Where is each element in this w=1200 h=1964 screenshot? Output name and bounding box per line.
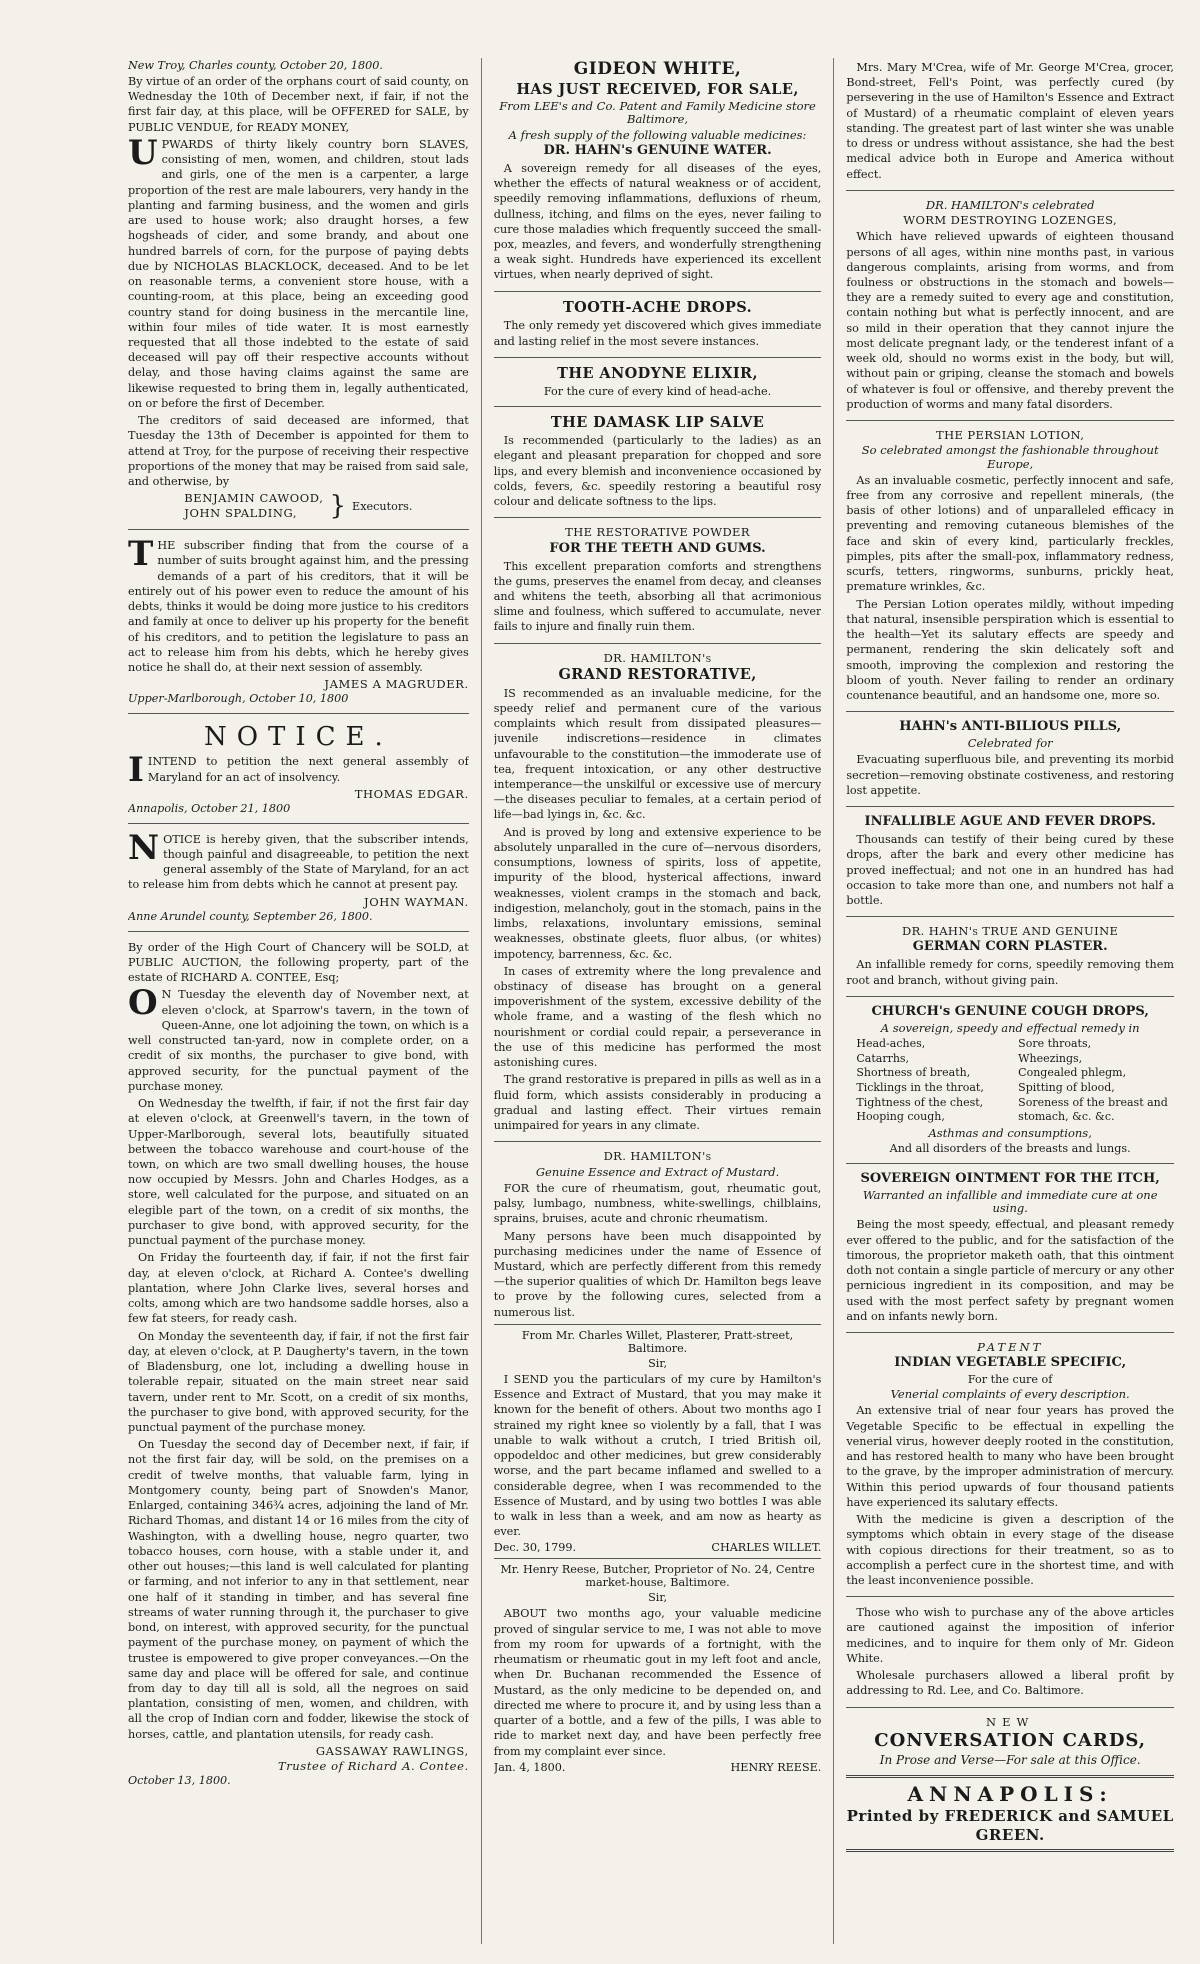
chancery-auction-ad [128,931,469,1787]
ad-subheading: A fresh supply of the following valuable medicines: [508,127,807,142]
cards-pre: NEW [986,1714,1035,1729]
anodyne-elixir-ad [494,357,822,398]
closing-text: Those who wish to purchase any of the above articles are cautioned against the imposition of inferior medicines, and to inquire for them only of Mr. Gideon White. [846,1606,1174,1665]
product-subtitle: FOR THE TEETH AND GUMS. [549,540,766,556]
product-description: Being the most speedy, effectual, and pleasant remedy ever offered to the public, and for the satisfaction of the timorous, the proprietor maketh oath, that this ointment doth not contain a single particle of mercury or any other pernicious ingredient in its composition, and may be used with the most perfect safety by pregnant women and on infants newly born. [846,1218,1174,1323]
product-description: The grand restorative is prepared in pills as well as in a fluid form, which assists considerably in producing a gradual and lasting effect. Their virtues remain unimpaired for years in any climate. [493,1073,822,1133]
product-description: IS recommended as an invaluable medicine, for the speedy relief and permanent cure of the various complaints which result from dissipated pleasures—juvenile indiscretions—residence in climates unfavourable to the constitution—the immoderate use of tea, frequent intoxication, or any other destructive intemperance—the unskilful or excessive use of mercury—the diseases peculiar to females, at a certain period of life—bad lyings in, &c. &c. [493,686,822,822]
ad-dateline: Anne Arundel county, September 26, 1800. [128,909,373,923]
closing-notice [846,1596,1174,1698]
insolvency-notice-magruder [128,529,469,705]
itch-ointment-ad [846,1163,1174,1324]
product-title: DR. HAMILTON's celebrated [925,197,1095,212]
product-subtitle: A sovereign, speedy and effectual remedy in [880,1020,1140,1035]
divider [846,1775,1174,1778]
divider [846,1849,1174,1852]
product-title: HAHN's ANTI-BILIOUS PILLS, [899,719,1122,735]
cough-drops-ad [846,996,1174,1155]
testimonial-date: Dec. 30, 1799. [493,1541,577,1555]
testimonial-signature-line [494,1541,822,1554]
product-title: DR. HAMILTON's [603,1149,712,1164]
ailment-item: Soreness of the breast and [1018,1095,1168,1109]
brace-glyph: } [329,491,347,522]
product-title: CHURCH's GENUINE COUGH DROPS, [871,1003,1149,1019]
ailment-tail: Asthmas and consumptions, [928,1125,1092,1140]
worm-lozenges-ad [846,190,1174,412]
testimonial-date: Jan. 4, 1800. [493,1760,566,1774]
estate-sale-ad [128,59,469,521]
ad-signature: THOMAS EDGAR. [354,786,469,801]
imprint-line: Printed by FREDERICK and SAMUEL [846,1807,1174,1826]
product-description: This excellent preparation comforts and strengthens the gums, preserves the enamel from decay, and cleanses and whitens the teeth, absorbing all that acrimonious slime and foulness, which suffered to accumulate, never fails to injure and finally ruin them. [493,559,822,634]
vegetable-specific-ad [846,1332,1174,1588]
ad-signature: JAMES A MAGRUDER. [324,677,469,692]
testimonial-signature: CHARLES WILLET. [711,1541,822,1555]
ad-body: IINTEND to petition the next general assembly of Maryland for an act of insolvency. [128,750,469,791]
essence-of-mustard-ad [494,1141,822,1773]
executors-signature [128,491,469,521]
ad-subheading: From LEE's and Co. Patent and Family Medicine store Baltimore, [499,99,816,127]
product-description: The Persian Lotion operates mildly, without impeding that natural, insensible perspiration which is essential to the health—Yet its salutary effects are speedy and permanent, rendering the skin delicately soft and smooth, improving the complexion and restoring the bloom of youth. Never failing to render an ordinary countenance beautiful, and an handsome one, more so. [846,597,1174,703]
cards-title: CONVERSATION CARDS, [874,1729,1147,1751]
executors-label: Executors. [352,499,413,513]
product-subtitle: Celebrated for [967,736,1053,751]
corn-plaster-ad [846,916,1174,988]
ailment-tail: And all disorders of the breasts and lungs. [889,1142,1131,1156]
product-title: THE DAMASK LIP SALVE [550,413,765,431]
product-subtitle: For the cure of every kind of head-ache. [543,384,772,398]
product-title: THE RESTORATIVE POWDER [565,525,750,540]
testimonial-body: ABOUT two months ago, your valuable medicine proved of singular service to me, I was not able to move from my room for upwards of a fortnight, with the rheumatism or rheumatic gout in my left foot and ancle, when Dr. Buchanan recommended the Essence of Mustard, as the only medicine to be depended on, and directed me where to procure it, and by using less than a quarter of a bottle, and a few of the pills, I was able to ride to market next day, and have been perfectly free from my complaint ever since. [493,1607,822,1758]
column-right [846,58,1174,1944]
product-description: Evacuating superfluous bile, and preventing its morbid secretion—removing obstinate costiveness, and restoring lost appetite. [846,753,1174,797]
ad-body: On Friday the fourteenth day, if fair, if not the first fair day, at eleven o'clock, at Richard A. Contee's dwelling plantation, where John Clarke lives, several horses and colts, among which are two handsome saddle horses, also a few fat steers, for ready cash. [128,1251,469,1326]
divider [494,1324,822,1325]
product-title: INFALLIBLE AGUE AND FEVER DROPS. [864,814,1156,830]
closing-text: Wholesale purchasers allowed a liberal profit by addressing to Rd. Lee, and Co. Baltimore. [846,1669,1174,1698]
product-title: THE ANODYNE ELIXIR, [557,364,758,382]
ad-dateline: October 13, 1800. [128,1773,231,1787]
executor-name: JOHN SPALDING, [184,506,298,521]
product-description: An extensive trial of near four years has proved the Vegetable Specific to be effectual in expelling the venerial virus, however deeply rooted in the constitution, and has restored health to many who have been brought to the grave, by the improper administration of mercury. Within this period upwards of four thousand patients have experienced its salutary effects. [846,1404,1174,1509]
ad-dateline: New Troy, Charles county, October 20, 1800. [128,59,383,72]
ailment-item: Ticklings in the throat, [856,1080,984,1094]
ailment-item: Tightness of the chest, [856,1095,984,1109]
conversation-cards-ad [846,1707,1174,1768]
product-title: THE PERSIAN LOTION, [936,428,1085,443]
divider [494,1558,822,1559]
testimonial-body: I SEND you the particulars of my cure by Hamilton's Essence and Extract of Mustard, that you may make it known for the benefit of others. About two months ago I strained my right knee so violently by a fall, that I was unable to walk without a crutch, I tried British oil, oppodeldoc and other medicines, but grew considerably worse, and the part became inflamed and swelled to a considerable degree, when I was recommended to the Essence of Mustard, and by using two bottles I was able to walk in less than a week, and am now as hearty as ever. [493,1372,822,1539]
testimonial-salutation: Sir, [648,1356,667,1370]
testimonial-from: Mr. Henry Reese, Butcher, Proprietor of No. 24, Centre market-house, Baltimore. [500,1563,815,1590]
product-description: Many persons have been much disappointed by purchasing medicines under the name of Essence of Mustard, which are perfectly different from this remedy—the superior qualities of which Dr. Hamilton begs leave to prove by the following cures, selected from a numerous list. [493,1229,822,1319]
ad-body: ON Tuesday the eleventh day of November next, at eleven o'clock, at Sparrow's tavern, in the town of Queen-Anne, one lot adjoining the town, on which is a well constructed tan-yard, now in complete order, on a credit of six months, the purchaser to give bond, with approved security, for the punctual payment of the purchase money. [128,983,469,1093]
product-title: DR. HAHN's GENUINE WATER. [543,142,772,158]
ailment-item: stomach, &c. &c. [1018,1110,1115,1124]
ad-body: On Wednesday the twelfth, if fair, if not the first fair day at eleven o'clock, at Greenwell's tavern, in the town of Upper-Marlborough, several lots, beautifully situated between the tobacco warehouse and court-house of the town, on which are two small dwelling houses, the house now occupied by Messrs. John and Charles Hodges, as a store, well calculated for the purpose, and situated on an elegible part of the town, on a credit of six months, the purchaser to give bond, with approved security, for the punctual payment of the purchase money. [128,1097,469,1248]
ailment-item: Shortness of breath, [856,1066,971,1080]
ailment-item: Wheezings, [1018,1051,1083,1065]
damask-lip-salve-ad [494,406,822,510]
product-description: Which have relieved upwards of eighteen thousand persons of all ages, within nine months past, in various dangerous complaints, arising from worms, and from foulness or obstructions in the stomach and bowels—they are a remedy suited to every age and constitution, contain nothing but what is perfectly innocent, and are so mild in their operation that they cannot injure the most delicate pregnant lady, or the tenderest infant of a week old, should no worms exist in the body, but will, without pain or griping, cleanse the stomach and bowels of whatever is foul or offensive, and thereby prevent the production of worms and many fatal disorders. [846,230,1174,411]
product-subtitle: Warranted an infallible and immediate cure at one using. [862,1187,1158,1216]
executor-name: BENJAMIN CAWOOD, [184,491,324,506]
product-subtitle: INDIAN VEGETABLE SPECIFIC, [894,1355,1127,1371]
column-divider [833,58,834,1944]
column-middle [494,58,822,1944]
ailment-item: Catarrhs, [856,1051,910,1065]
product-description: In cases of extremity where the long prevalence and obstinacy of disease has brought on a general impoverishment of the system, excessive debility of the whole frame, and a wasting of the flesh which no nourishment or cordial could repair, a perseverance in the use of this medicine has performed the most astonishing cures. [493,964,822,1070]
ad-signature: GASSAWAY RAWLINGS, [315,1743,469,1758]
product-subtitle: Venerial complaints of every description. [890,1387,1130,1402]
ad-dateline: Upper-Marlborough, October 10, 1800 [128,692,349,706]
product-subtitle: For the cure of [967,1373,1053,1387]
imprint-city: ANNAPOLIS: [907,1782,1113,1807]
product-title: PATENT [977,1340,1044,1355]
ad-body: The creditors of said deceased are informed, that Tuesday the 13th of December is appointed for them to attend at Troy, for the purpose of receiving their respective proportions of the money that may be raised from said sale, and otherwise, by [128,414,469,489]
ad-intro: By virtue of an order of the orphans court of said county, on Wednesday the 10th of December next, if fair, if not the first fair day, at this place, will be OFFERED for SALE, by PUBLIC VENDUE, for READY MONEY, [128,75,469,134]
restorative-powder-ad [494,517,822,634]
insolvency-notice-edgar [128,713,469,814]
ague-fever-drops-ad [846,806,1174,908]
ad-body: UPWARDS of thirty likely country born SLAVES, consisting of men, women, and children, stout lads and girls, one of the men is a carpenter, a large proportion of the rest are male labourers, very handy in the planting and farming business, and the women and girls are used to house work; also draught horses, a few hogsheads of cider, and some brandy, and about one hundred barrels of corn, for the purpose of paying debts due by NICHOLAS BLACKLOCK, deceased. And to be let on reasonable terms, a convenient store house, with a counting-room, at this place, being an exceeding good country stand for doing business in the mercantile line, within four miles of tide water. It is most earnestly requested that all those indebted to the estate of said deceased will pay off their respective accounts without delay, and those having claims against the same are likewise requested to bring them in, legally authenticated, on or before the first of December. [128,132,469,410]
testimonial-from: From Mr. Charles Willet, Plasterer, Pratt-street, Baltimore. [521,1328,794,1355]
ad-heading: HAS JUST RECEIVED, FOR SALE, [516,80,799,98]
product-subtitle: WORM DESTROYING LOZENGES, [903,213,1118,228]
testimonial-body: Mrs. Mary M'Crea, wife of Mr. George M'Crea, grocer, Bond-street, Fell's Point, was perfectly cured (by persevering in the use of Hamilton's Essence and Extract of Mustard) of a rheumatic complaint of eleven years standing. The greatest part of last winter she was unable to dress or undress without assistance, she had the best medical advice both in Europe and America without effect. [846,61,1174,181]
product-description: And is proved by long and extensive experience to be absolutely unparalled in the cure of—nervous disorders, consumptions, lowness of spirits, loss of appetite, impurity of the blood, hysterical affections, inward weaknesses, violent cramps in the stomach and back, indigestion, melancholy, gout in the stomach, pains in the limbs, relaxations, involuntary emissions, seminal weaknesses, obstinate gleets, fluor albus, (or whites) impotency, barrenness, &c. &c. [493,825,822,961]
testimonial-signature-line [494,1761,822,1774]
product-subtitle: GERMAN CORN PLASTER. [912,939,1108,955]
testimonial-salutation: Sir, [648,1591,667,1605]
ailment-list [856,1037,1174,1125]
gideon-white-ad [494,60,822,283]
ad-body: On Monday the seventeenth day, if fair, if not the first fair day, at eleven o'clock, at P. Daugherty's tavern, in the town of Bladensburg, one lot, including a dwelling house in tolerable repair, situated on the main street near said tavern, under rent to Mr. Scott, on a credit of six months, the purchaser to give bond, with approved security, for the punctual payment of the purchase money. [128,1329,469,1434]
product-description: The only remedy yet discovered which gives immediate and lasting relief in the most severe instances. [493,319,822,348]
ad-signature: JOHN WAYMAN. [364,894,469,909]
product-description: Thousands can testify of their being cured by these drops, after the bark and every other medicine has proved ineffectual; and not one in an hundred has had occasion to take more than one, and numbers not half a bottle. [846,833,1174,908]
product-title: TOOTH-ACHE DROPS. [562,298,753,316]
printer-imprint [846,1782,1174,1845]
mccrea-testimonial [846,60,1174,182]
product-subtitle: GRAND RESTORATIVE, [558,665,757,683]
column-divider [481,58,482,1944]
product-description: Is recommended (particularly to the ladies) as an elegant and pleasant preparation for chopped and sore lips, and every blemish and inconvenience occasioned by colds, fevers, &c. speedily restoring a beautiful rosy colour and delicate softness to the lips. [493,434,822,509]
ad-body: On Tuesday the second day of December next, if fair, if not the first fair day, will be sold, on the premises on a credit of twelve months, that valuable farm, lying in Montgomery county, being part of Snowden's Manor, Enlarged, containing 346¾ acres, adjoining the land of Mr. Richard Thomas, and distant 14 or 16 miles from the city of Washington, with a dwelling house, negro quarter, two tobacco houses, corn house, with a stable under it, and other out houses;—this land is well calculated for planting or farming, and not inferior to any in that settlement, near one half of it standing in timber, and has several fine streams of water running through it, the purchaser to give bond, on interest, with approved security, for the punctual payment of the purchase money, on payment of which the trustee is empowered to give proper conveyances.—On the same day and place will be offered for sale, and continue from day to day till all is sold, all the negroes on said plantation, consisting of men, women, and children, with all the crop of Indian corn and fodder, likewise the stock of horses, cattle, and plantation utensils, for ready cash. [128,1438,469,1741]
ad-intro: By order of the High Court of Chancery will be SOLD, at PUBLIC AUCTION, the following property, part of the estate of RICHARD A. CONTEE, Esq; [128,940,469,985]
ailment-item: Head-aches, [856,1037,926,1051]
ailment-item: Spitting of blood, [1018,1080,1115,1094]
trustee-label: Trustee of Richard A. Contee. [277,1758,469,1773]
product-title: SOVEREIGN OINTMENT FOR THE ITCH, [860,1171,1160,1187]
product-description: As an invaluable cosmetic, perfectly innocent and safe, free from any corrosive and repellent minerals, (the basis of other lotions) and of unparalleled efficacy in preventing and removing cutaneous blemishes of the face and skin of every kind, particularly freckles, pimples, pits after the small-pox, inflammatory redness, scurfs, tetters, ringworms, sunburns, prickly heat, premature wrinkles, &c. [846,473,1174,594]
product-description: A sovereign remedy for all diseases of the eyes, whether the effects of natural weakness or of accident, speedily removing inflammations, defluxions of rheum, dullness, itching, and films on the eyes, never failing to cure those maladies which frequently succeed the small-pox, meazles, and fevers, and wonderfully strengthening a weak sight. Hundreds have experienced its excellent virtues, when nearly deprived of sight. [493,161,822,282]
insolvency-notice-wayman [128,823,469,923]
ad-body: NOTICE is hereby given, that the subscriber intends, though painful and disagreeable, to petition the next general assembly of the State of Maryland, for an act to release him from debts which he cannot at present pay. [128,827,469,892]
persian-lotion-ad [846,420,1174,703]
product-description: An infallible remedy for corns, speedily removing them root and branch, without giving pain. [846,958,1174,987]
ailment-item: Sore throats, [1018,1037,1092,1051]
imprint-line: GREEN. [975,1826,1045,1845]
ad-dateline: Annapolis, October 21, 1800 [128,801,291,815]
product-description: FOR the cure of rheumatism, gout, rheumatic gout, palsy, lumbago, numbness, white-swellings, chilblains, sprains, bruises, acute and chronic rheumatism. [493,1181,822,1226]
product-title: DR. HAMILTON's [603,650,712,665]
grand-restorative-ad [494,643,822,1134]
product-subtitle: So celebrated amongst the fashionable throughout Europe, [861,443,1159,471]
toothache-drops-ad [494,291,822,349]
ailment-item: Congealed phlegm, [1018,1066,1127,1080]
column-left [128,58,469,1944]
product-title: DR. HAHN's TRUE AND GENUINE [901,924,1119,939]
ad-body: THE subscriber finding that from the course of a number of suits brought against him, and the pressing demands of a part of his creditors, that it will be entirely out of his power even to reduce the amount of his debts, thinks it would be doing more justice to his creditors and family at once to deliver up his property for the benefit of his creditors, and to petition the legislature to pass an act to release him from his debts, which he hereby gives notice he shall do, at their next session of assembly. [128,534,469,675]
product-subtitle: Genuine Essence and Extract of Mustard. [535,1164,780,1179]
testimonial-signature: HENRY REESE. [730,1760,822,1774]
cards-subtitle: In Prose and Verse—For sale at this Office. [879,1752,1141,1767]
product-description: With the medicine is given a description of the symptoms which obtain in every stage of the disease with copious directions for their treatment, so as to accomplish a perfect cure in the shortest time, and with the least inconvenience possible. [846,1513,1174,1587]
ad-heading: GIDEON WHITE, [573,59,742,79]
notice-heading: NOTICE. [203,722,393,753]
anti-bilious-pills-ad [846,711,1174,798]
ailment-item: Hooping cough, [856,1110,945,1124]
